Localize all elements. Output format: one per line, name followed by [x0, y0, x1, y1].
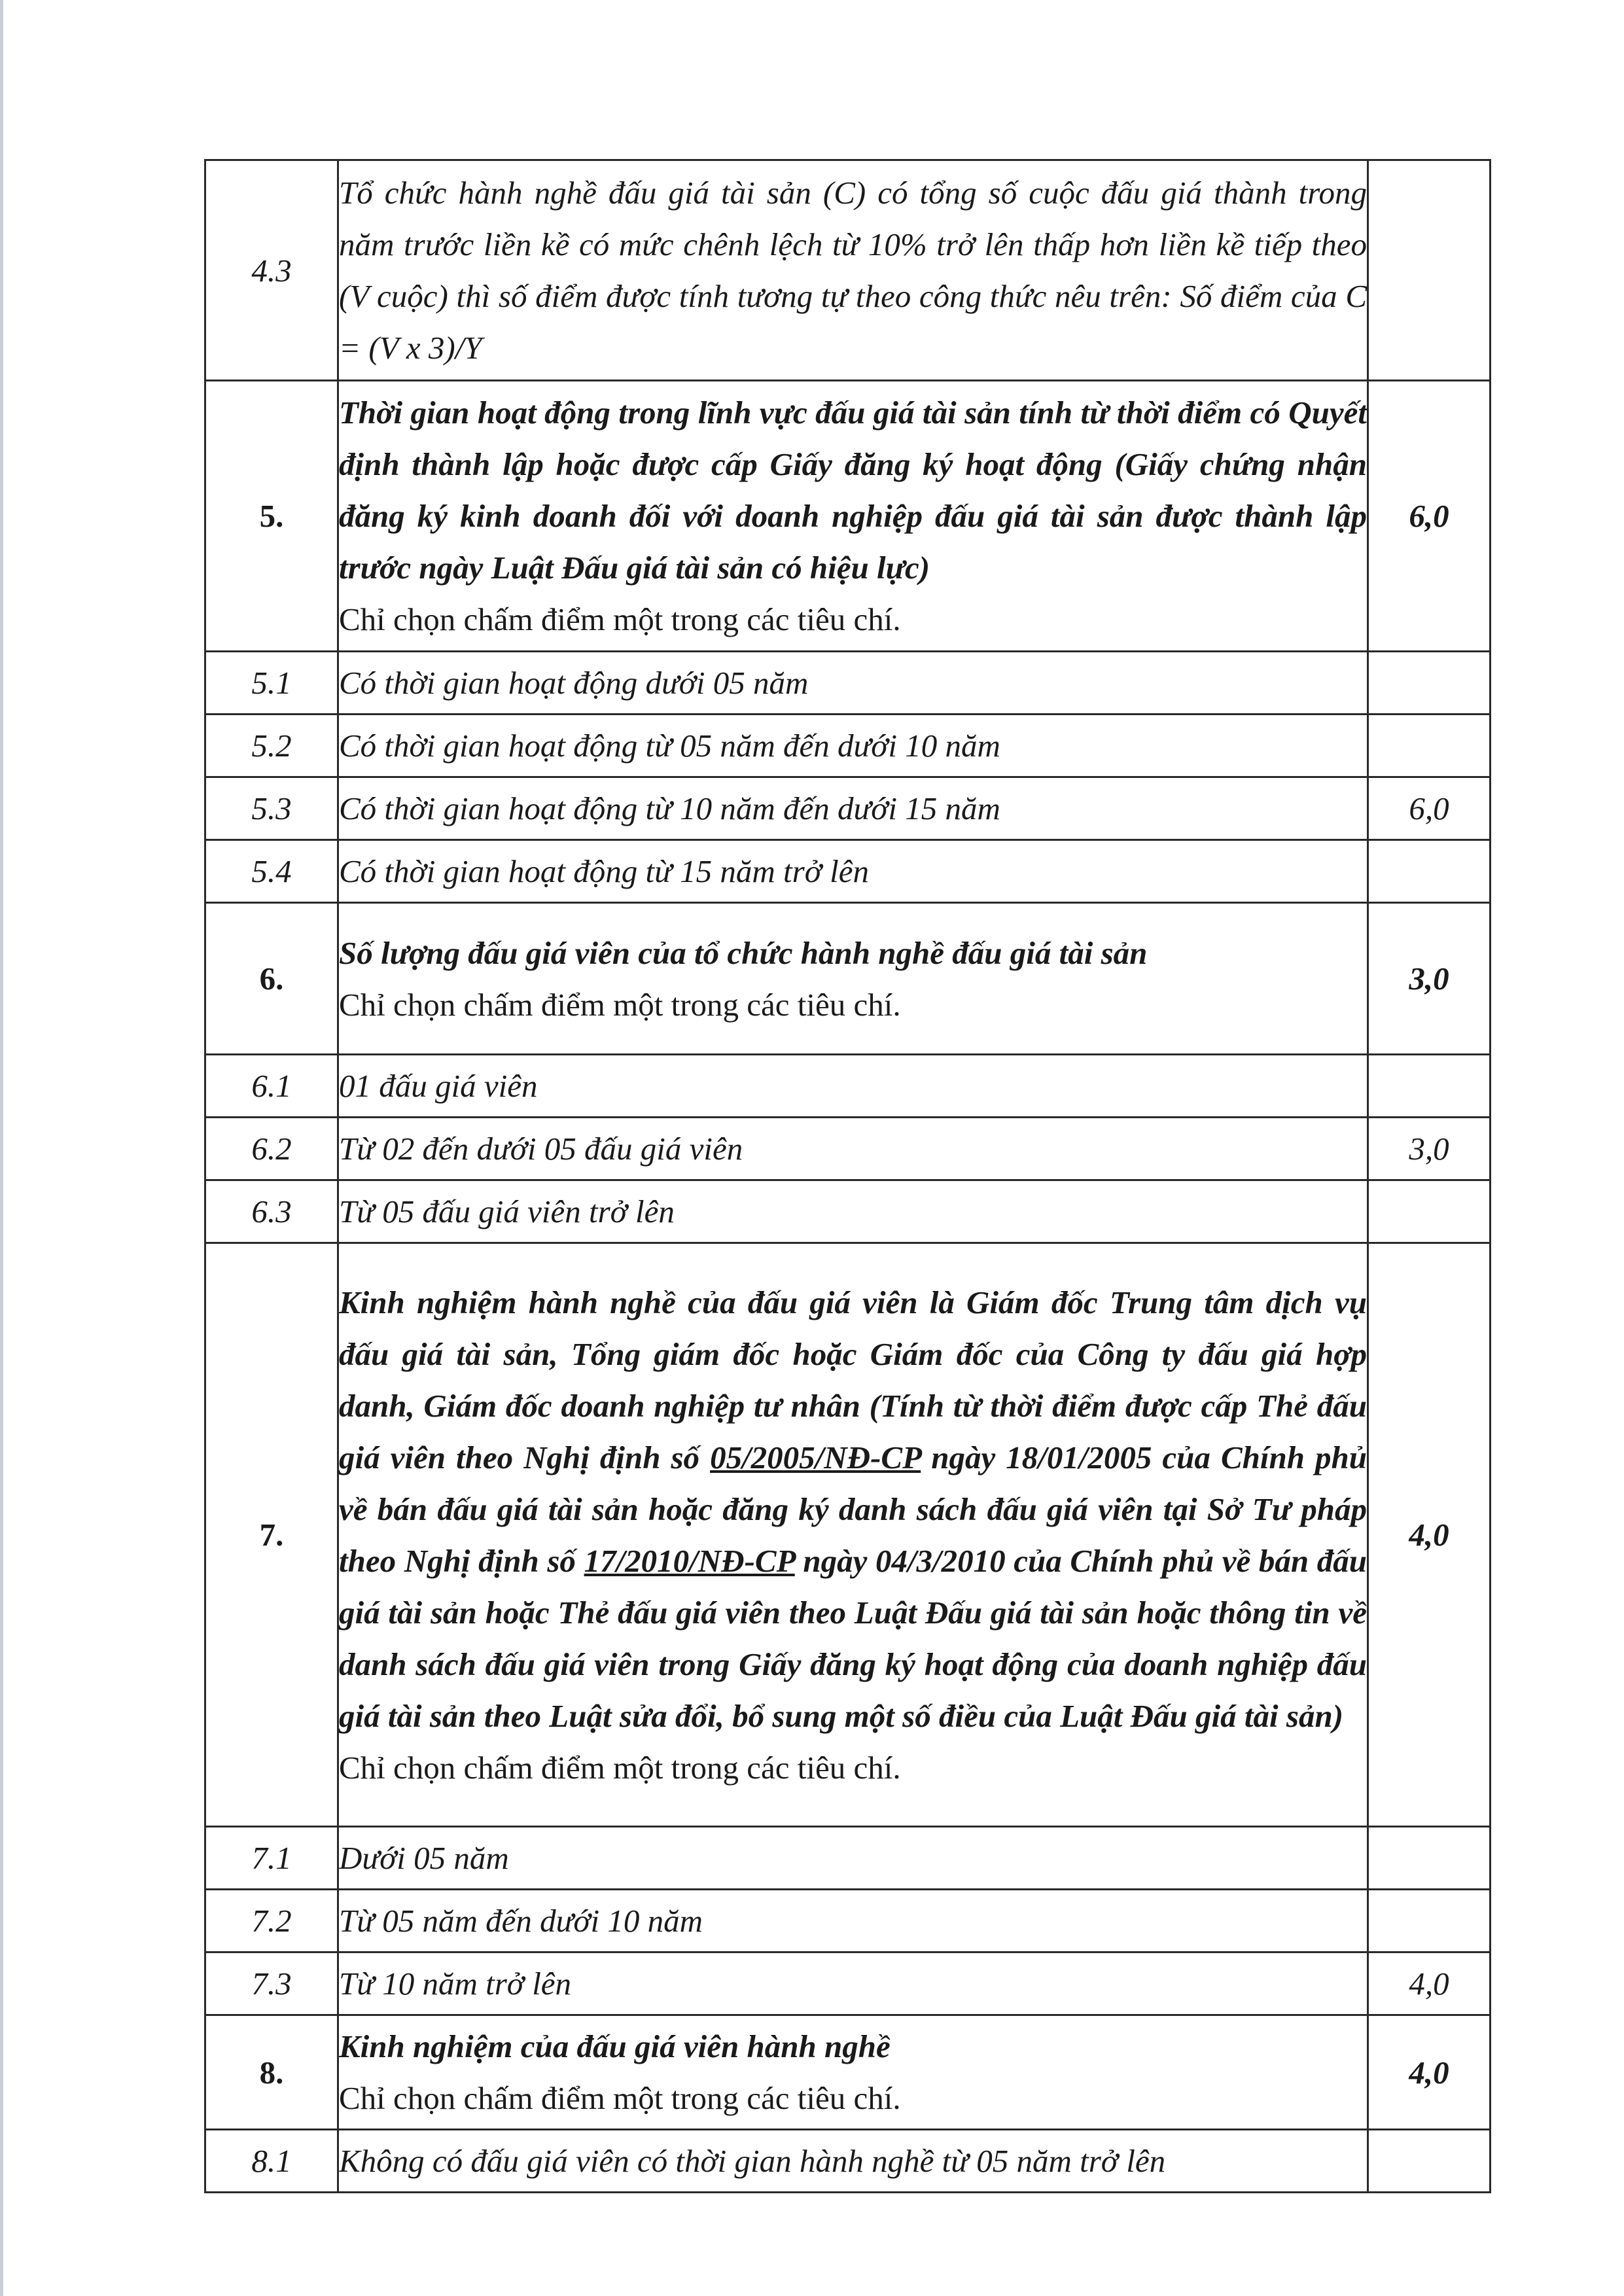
criterion-text: 01 đấu giá viên	[338, 1055, 1368, 1118]
criterion-number: 5.2	[205, 715, 338, 777]
criterion-points: 6,0	[1368, 381, 1491, 652]
criterion-points: 4,0	[1368, 1243, 1491, 1827]
criterion-points	[1368, 1055, 1491, 1118]
criterion-number: 7.	[205, 1243, 338, 1827]
criterion-points	[1368, 1890, 1491, 1952]
criterion-text: Từ 05 đấu giá viên trở lên	[338, 1180, 1368, 1243]
criterion-number: 7.1	[205, 1827, 338, 1890]
criterion-heading: Kinh nghiệm của đấu giá viên hành nghề	[339, 2028, 891, 2064]
page-edge	[0, 0, 3, 2296]
criterion-points	[1368, 652, 1491, 715]
criterion-heading-part: ngày 18/01/2005 của Chính phủ về bán đấu giá tài sản hoặc đăng ký danh sách đấu giá viên tại Sở Tư pháp theo Nghị định số	[339, 1439, 1367, 1579]
criterion-number: 6.2	[205, 1118, 338, 1180]
criterion-text-cell	[338, 2015, 1368, 2130]
criterion-text-cell	[338, 1243, 1368, 1827]
criterion-number: 5.3	[205, 777, 338, 840]
table-row	[205, 381, 1491, 652]
criterion-text: Tổ chức hành nghề đấu giá tài sản (C) có tổng số cuộc đấu giá thành trong năm trước liền kề có mức chênh lệch từ 10% trở lên thấp hơn liền kề tiếp theo (V cuộc) thì số điểm được tính tương tự theo công thức nêu trên: Số điểm của C = (V x 3)/Y	[338, 160, 1368, 381]
criterion-number: 8.	[205, 2015, 338, 2130]
criterion-text: Từ 10 năm trở lên	[338, 1952, 1368, 2015]
criterion-points	[1368, 2130, 1491, 2193]
table-row	[205, 652, 1491, 715]
criterion-text: Có thời gian hoạt động dưới 05 năm	[338, 652, 1368, 715]
criterion-number: 4.3	[205, 160, 338, 381]
criterion-number: 7.3	[205, 1952, 338, 2015]
criterion-text: Có thời gian hoạt động từ 15 năm trở lên	[338, 840, 1368, 903]
criterion-heading-part: Kinh nghiệm hành nghề của đấu giá viên là Giám đốc Trung tâm dịch vụ đấu giá tài sản, Tổng giám đốc hoặc Giám đốc của Công ty đấu giá hợp danh, Giám đốc doanh nghiệp tư nhân (Tính từ thời điểm được cấp Thẻ đấu giá viên theo Nghị định số	[339, 1284, 1367, 1475]
criteria-table	[204, 159, 1491, 2193]
criterion-points	[1368, 715, 1491, 777]
criterion-text: Từ 02 đến dưới 05 đấu giá viên	[338, 1118, 1368, 1180]
criterion-text: Dưới 05 năm	[338, 1827, 1368, 1890]
criterion-heading-part: ngày 04/3/2010 của Chính phủ về bán đấu giá tài sản hoặc Thẻ đấu giá viên theo Luật Đấu giá tài sản hoặc thông tin về danh sách đấu giá viên trong Giấy đăng ký hoạt động của doanh nghiệp đấu giá tài sản theo Luật sửa đổi, bổ sung một số điều của Luật Đấu giá tài sản)	[339, 1542, 1367, 1734]
criterion-points	[1368, 160, 1491, 381]
table-row	[205, 1180, 1491, 1243]
criterion-points: 4,0	[1368, 1952, 1491, 2015]
criterion-number: 6.3	[205, 1180, 338, 1243]
criterion-text-cell	[338, 903, 1368, 1055]
table-row	[205, 2130, 1491, 2193]
criterion-points: 3,0	[1368, 903, 1491, 1055]
table-row	[205, 903, 1491, 1055]
criterion-points: 4,0	[1368, 2015, 1491, 2130]
criterion-note: Chỉ chọn chấm điểm một trong các tiêu chí.	[339, 986, 901, 1023]
table-row	[205, 1827, 1491, 1890]
table-row	[205, 1890, 1491, 1952]
criterion-points: 3,0	[1368, 1118, 1491, 1180]
table-row	[205, 2015, 1491, 2130]
criterion-heading: Thời gian hoạt động trong lĩnh vực đấu giá tài sản tính từ thời điểm có Quyết định thành lập hoặc được cấp Giấy đăng ký hoạt động (Giấy chứng nhận đăng ký kinh doanh đối với doanh nghiệp đấu giá tài sản được thành lập trước ngày Luật Đấu giá tài sản có hiệu lực)	[339, 395, 1367, 586]
criterion-heading	[339, 1284, 1367, 1734]
table-row	[205, 777, 1491, 840]
criterion-number: 6.	[205, 903, 338, 1055]
criterion-note: Chỉ chọn chấm điểm một trong các tiêu chí.	[339, 2080, 901, 2116]
criterion-number: 5.4	[205, 840, 338, 903]
table-row	[205, 1952, 1491, 2015]
criterion-note: Chỉ chọn chấm điểm một trong các tiêu chí.	[339, 601, 901, 637]
criterion-points: 6,0	[1368, 777, 1491, 840]
criterion-text: Có thời gian hoạt động từ 10 năm đến dưới 15 năm	[338, 777, 1368, 840]
criterion-points	[1368, 1827, 1491, 1890]
criterion-number: 8.1	[205, 2130, 338, 2193]
table-row	[205, 1243, 1491, 1827]
decree-reference-link[interactable]: 05/2005/NĐ-CP	[710, 1439, 921, 1475]
criterion-text: Có thời gian hoạt động từ 05 năm đến dưới 10 năm	[338, 715, 1368, 777]
criterion-number: 6.1	[205, 1055, 338, 1118]
table-row	[205, 715, 1491, 777]
table-row	[205, 840, 1491, 903]
table-row	[205, 1118, 1491, 1180]
criterion-text-cell	[338, 381, 1368, 652]
criterion-points	[1368, 840, 1491, 903]
criterion-number: 7.2	[205, 1890, 338, 1952]
table-row	[205, 160, 1491, 381]
decree-reference-link[interactable]: 17/2010/NĐ-CP	[584, 1542, 795, 1579]
criterion-heading: Số lượng đấu giá viên của tổ chức hành nghề đấu giá tài sản	[339, 934, 1148, 971]
criterion-note: Chỉ chọn chấm điểm một trong các tiêu chí.	[339, 1749, 901, 1786]
table-row	[205, 1055, 1491, 1118]
criterion-text: Từ 05 năm đến dưới 10 năm	[338, 1890, 1368, 1952]
criterion-points	[1368, 1180, 1491, 1243]
criterion-number: 5.	[205, 381, 338, 652]
criterion-number: 5.1	[205, 652, 338, 715]
criterion-text: Không có đấu giá viên có thời gian hành nghề từ 05 năm trở lên	[338, 2130, 1368, 2193]
